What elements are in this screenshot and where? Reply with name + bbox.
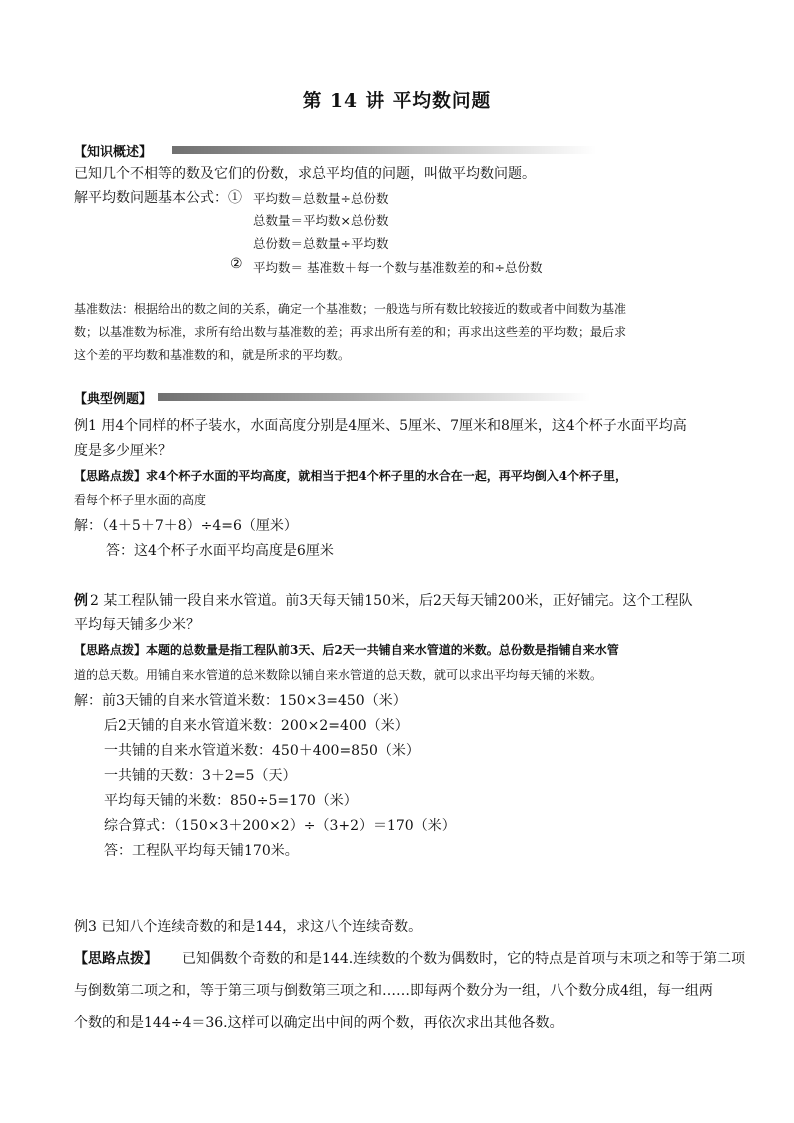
ex2-question-line-1: 2 某工程队铺一段自来水管道。前3天每天铺150米，后2天每天铺200米，正好铺完。这个工程队 [90,593,693,609]
formula-3: 总份数＝总数量÷平均数 [253,236,389,251]
formula-1: 平均数＝总数量÷总份数 [253,191,389,206]
ex1-hint-line-1: 【思路点拨】求4个杯子水面的平均高度，就相当于把4个杯子里的水合在一起，再平均倒入4个杯子里， [74,469,628,483]
ex1-question-line-1: 例1 用4个同样的杯子装水，水面高度分别是4厘米、5厘米、7厘米和8厘米，这4个杯子水面平均高 [74,418,687,434]
ex2-hint-line-1: 【思路点拨】本题的总数量是指工程队前3天、后2天一共铺自来水管道的米数。总份数是指铺自来水管 [74,643,619,657]
ex1-answer: 答：这4个杯子水面平均高度是6厘米 [106,543,334,559]
overview-header: 【知识概述】 [74,145,153,160]
ex3-hint-line-3: 个数的和是144÷4＝36.这样可以确定出中间的两个数，再依次求出其他各数。 [74,1015,564,1031]
base-method-line-3: 这个差的平均数和基准数的和，就是所求的平均数。 [74,348,351,362]
ex1-solution: 解：（4＋5＋7＋8）÷4=6（厘米） [74,518,298,534]
base-method-line-1: 基准数法：根据给出的数之间的关系，确定一个基准数；一般选与所有数比较接近的数或者中间数为基准 [74,302,627,316]
formula-4-label: ② [230,256,243,272]
base-method-line-2: 数；以基准数为标准，求所有给出数与基准数的差；再求出所有差的和；再求出这些差的平均数；最后求 [74,325,627,339]
ex1-hint-line-2: 看每个杯子里水面的高度 [74,493,207,507]
ex3-hint-line-1: 已知偶数个奇数的和是144.连续数的个数为偶数时，它的特点是首项与末项之和等于第二项 [182,951,746,967]
overview-intro: 已知几个不相等的数及它们的份数，求总平均值的问题，叫做平均数问题。 [74,166,536,182]
ex2-answer: 答：工程队平均每天铺170米。 [104,843,299,859]
ex3-question: 例3 已知八个连续奇数的和是144，求这八个连续奇数。 [74,919,423,935]
ex2-step-3: 一共铺的自来水管道米数：450＋400=850（米） [104,743,420,759]
ex2-label: 例 [74,593,88,609]
examples-header: 【典型例题】 [74,392,153,407]
examples-header-bar [158,393,590,401]
ex2-step-1: 解：前3天铺的自来水管道米数：150×3=450（米） [74,693,407,709]
formula-4: 平均数＝ 基准数＋每一个数与基准数差的和÷总份数 [253,260,543,275]
ex2-step-4: 一共铺的天数：3＋2=5（天） [104,768,297,784]
ex2-question-line-2: 平均每天铺多少米？ [74,617,200,633]
ex2-step-6: 综合算式：（150×3＋200×2）÷（3+2）＝170（米） [104,818,456,834]
ex3-hint-label: 【思路点拨】 [74,951,158,967]
overview-header-bar [172,146,596,154]
formula-label: 解平均数问题基本公式：① [74,190,242,206]
formula-2: 总数量＝平均数×总份数 [253,213,389,228]
ex3-hint-line-2: 与倒数第二项之和，等于第三项与倒数第三项之和……即每两个数分为一组，八个数分成4组，每一组两 [74,983,713,999]
ex2-hint-line-2: 道的总天数。用铺自来水管道的总米数除以铺自来水管道的总天数，就可以求出平均每天铺的米数。 [74,668,603,682]
ex1-question-line-2: 度是多少厘米？ [74,443,172,459]
ex2-step-5: 平均每天铺的米数：850÷5=170（米） [104,793,358,809]
ex2-step-2: 后2天铺的自来水管道米数：200×2=400（米） [104,718,409,734]
page-title: 第 14 讲 平均数问题 [302,90,492,112]
